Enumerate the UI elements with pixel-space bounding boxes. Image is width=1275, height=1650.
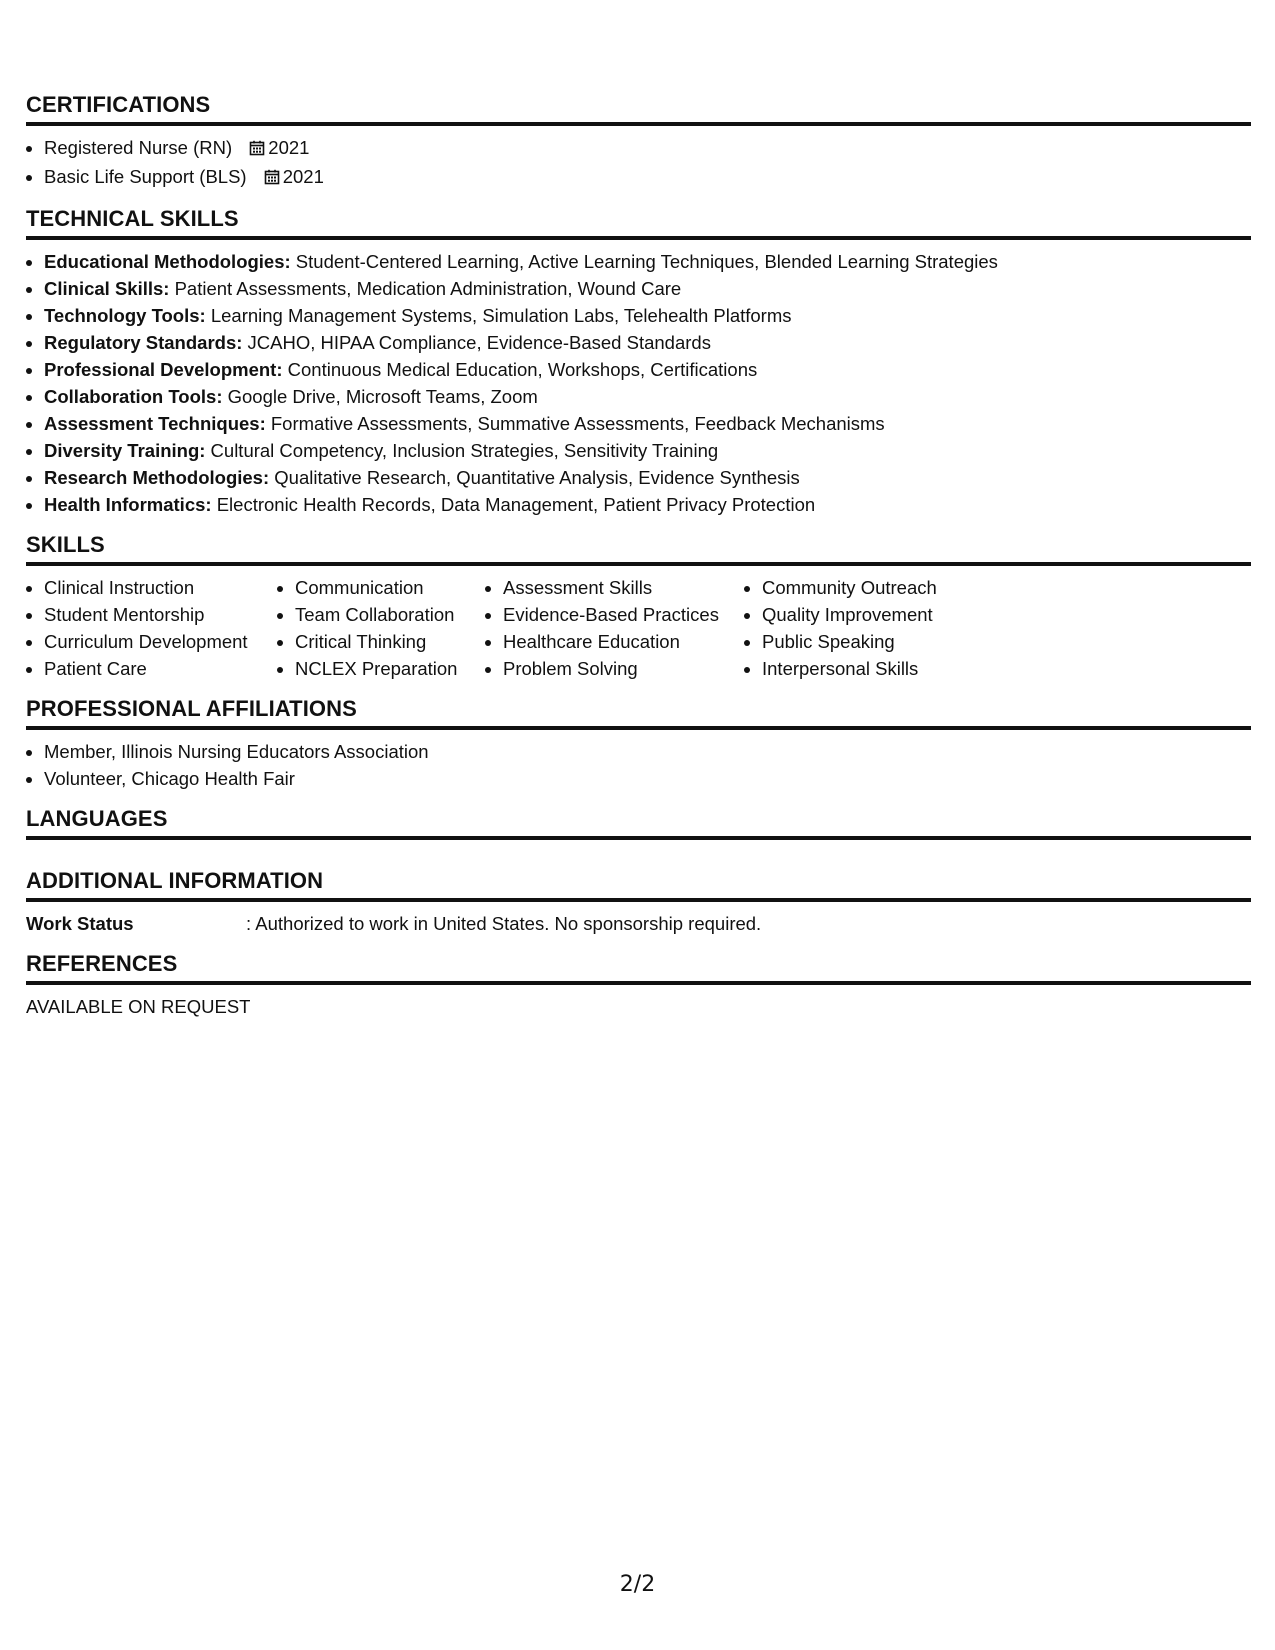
technical-skill-value: JCAHO, HIPAA Compliance, Evidence-Based Standards [242,332,711,353]
skill-item: • Communication [295,574,485,601]
skill-item: • Assessment Skills [503,574,744,601]
technical-skill-item [44,464,1251,491]
calendar-icon [249,136,265,163]
technical-skill-value: Patient Assessments, Medication Administration, Wound Care [169,278,682,299]
skill-item: • Quality Improvement [762,601,1022,628]
technical-skill-item [44,437,1251,464]
languages-heading: LANGUAGES [26,806,168,831]
technical-skill-item [44,356,1251,383]
technical-skill-label: Regulatory Standards: [44,332,243,353]
technical-skill-label: Technology Tools: [44,305,206,326]
section-divider [26,726,1251,730]
section-divider [26,981,1251,985]
resume-page [26,92,1251,1020]
skill-item: • Problem Solving [503,655,744,682]
technical-skills-list [26,248,1251,518]
technical-skill-label: Health Informatics: [44,494,212,515]
skills-grid [26,574,1251,682]
calendar-icon [264,165,280,192]
skill-item: • Interpersonal Skills [762,655,1022,682]
technical-skill-value: Cultural Competency, Inclusion Strategies, Sensitivity Training [205,440,719,461]
skill-item: • Curriculum Development [44,628,277,655]
affiliation-item: • Member, Illinois Nursing Educators Association [44,738,1251,765]
certification-name: Registered Nurse (RN) [44,137,233,158]
skills-column [485,574,744,682]
technical-skill-item [44,383,1251,410]
technical-skill-label: Diversity Training: [44,440,206,461]
technical-skill-value: Continuous Medical Education, Workshops, Certifications [282,359,758,380]
technical-skill-item [44,302,1251,329]
technical-skills-heading: TECHNICAL SKILLS [26,206,239,231]
certification-year: 2021 [282,166,324,187]
technical-skill-item [44,248,1251,275]
skill-item: • Team Collaboration [295,601,485,628]
section-divider [26,236,1251,240]
certifications-list [26,134,1251,192]
additional-info-heading: ADDITIONAL INFORMATION [26,868,324,893]
technical-skill-label: Research Methodologies: [44,467,270,488]
references-text: AVAILABLE ON REQUEST [26,996,251,1017]
certifications-heading: CERTIFICATIONS [26,92,211,117]
languages-section [26,806,1251,868]
skill-item: • Student Mentorship [44,601,277,628]
languages-empty-area [26,848,1251,868]
affiliations-section [26,696,1251,792]
technical-skill-label: Collaboration Tools: [44,386,223,407]
work-status-label: Work Status [26,913,134,934]
technical-skills-section [26,206,1251,518]
skill-item: • Evidence-Based Practices [503,601,744,628]
affiliations-heading: PROFESSIONAL AFFILIATIONS [26,696,357,721]
affiliations-list [26,738,1251,792]
skill-item: • Clinical Instruction [44,574,277,601]
certification-item [44,163,1251,192]
certifications-section [26,92,1251,192]
work-status-value: : Authorized to work in United States. No sponsorship required. [246,913,762,934]
skills-column [744,574,1022,682]
certification-item [44,134,1251,163]
technical-skill-value: Student-Centered Learning, Active Learning Techniques, Blended Learning Strategies [290,251,998,272]
skill-item: • Community Outreach [762,574,1022,601]
certification-year: 2021 [268,137,310,158]
skills-section [26,532,1251,682]
additional-info-section [26,868,1251,937]
technical-skill-label: Clinical Skills: [44,278,170,299]
technical-skill-item [44,410,1251,437]
technical-skill-value: Google Drive, Microsoft Teams, Zoom [222,386,538,407]
technical-skill-value: Electronic Health Records, Data Management, Patient Privacy Protection [211,494,816,515]
technical-skill-item [44,329,1251,356]
skill-item: • Healthcare Education [503,628,744,655]
technical-skill-label: Educational Methodologies: [44,251,291,272]
section-divider [26,836,1251,840]
references-section [26,951,1251,1020]
section-divider [26,898,1251,902]
skill-item: • NCLEX Preparation [295,655,485,682]
skills-heading: SKILLS [26,532,105,557]
affiliation-item: • Volunteer, Chicago Health Fair [44,765,1251,792]
technical-skill-value: Formative Assessments, Summative Assessments, Feedback Mechanisms [265,413,885,434]
skill-item: • Patient Care [44,655,277,682]
certification-name: Basic Life Support (BLS) [44,166,247,187]
technical-skill-label: Assessment Techniques: [44,413,266,434]
work-status-row [26,910,1251,937]
technical-skill-value: Qualitative Research, Quantitative Analysis, Evidence Synthesis [269,467,800,488]
section-divider [26,562,1251,566]
technical-skill-item [44,275,1251,302]
page-number: 2/2 [619,1572,656,1597]
skill-item: • Public Speaking [762,628,1022,655]
references-heading: REFERENCES [26,951,178,976]
technical-skill-item [44,491,1251,518]
technical-skill-value: Learning Management Systems, Simulation Labs, Telehealth Platforms [205,305,792,326]
skills-column [26,574,277,682]
skill-item: • Critical Thinking [295,628,485,655]
technical-skill-label: Professional Development: [44,359,283,380]
section-divider [26,122,1251,126]
skills-column [277,574,485,682]
